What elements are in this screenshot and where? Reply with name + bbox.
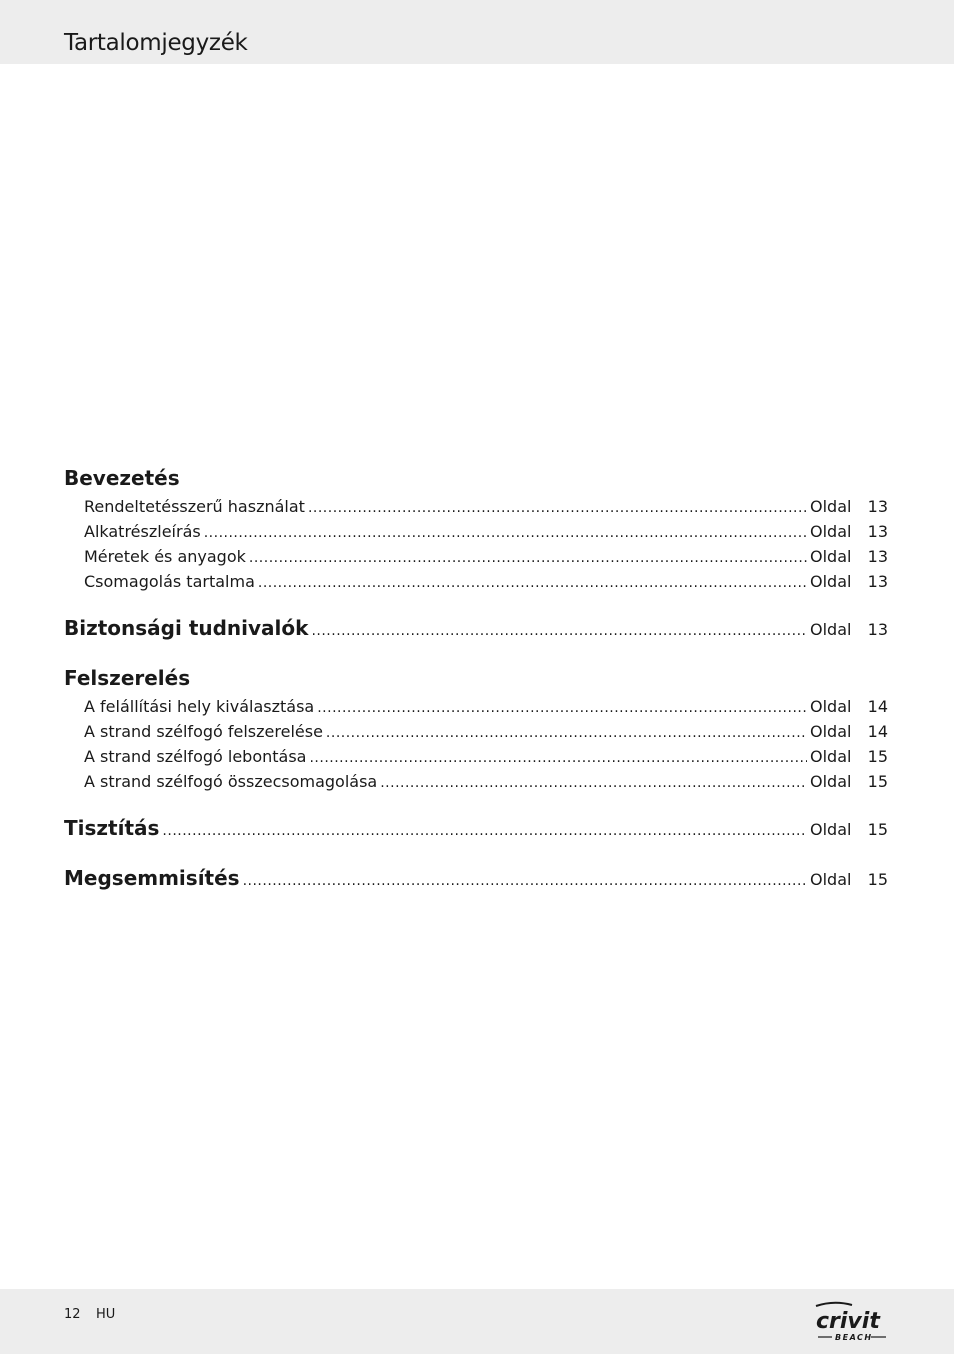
- entry-label: Tisztítás: [64, 816, 160, 840]
- toc-entry[interactable]: [64, 694, 888, 719]
- footer-band: [0, 1289, 954, 1354]
- page-word: Oldal: [810, 722, 852, 741]
- page-number: 13: [867, 497, 888, 516]
- page-number: 13: [867, 572, 888, 591]
- entry-label: Rendeltetésszerű használat: [84, 497, 305, 516]
- page-word: Oldal: [810, 497, 852, 516]
- page-word: Oldal: [810, 572, 852, 591]
- toc-heading-entry-biztonsagi[interactable]: [64, 612, 888, 644]
- entry-label: A felállítási hely kiválasztása: [84, 697, 315, 716]
- entry-label: A strand szélfogó lebontása: [84, 747, 307, 766]
- page-word: Oldal: [810, 620, 852, 639]
- leader-dots: [243, 865, 807, 897]
- page-number: 14: [867, 697, 888, 716]
- entry-label: Alkatrészleírás: [84, 522, 201, 541]
- entry-label: A strand szélfogó összecsomagolása: [84, 772, 378, 791]
- page-number: 15: [867, 772, 888, 791]
- page-word: Oldal: [810, 547, 852, 566]
- leader-dots: [309, 746, 807, 771]
- section-title: Felszerelés: [64, 666, 191, 690]
- leader-dots: [162, 815, 807, 847]
- entry-label: Méretek és anyagok: [84, 547, 246, 566]
- page-word: Oldal: [810, 747, 852, 766]
- toc-entry[interactable]: [64, 494, 888, 519]
- logo-wordmark: crivit: [816, 1309, 880, 1334]
- toc-entry[interactable]: [64, 544, 888, 569]
- leader-dots: [317, 696, 807, 721]
- toc-section-felszereles: [64, 662, 888, 794]
- section-title: Bevezetés: [64, 466, 180, 490]
- leader-dots: [258, 571, 807, 596]
- page-number: 15: [867, 870, 888, 889]
- leader-dots: [326, 721, 807, 746]
- page-number: 15: [867, 747, 888, 766]
- toc-section-bevezetes: [64, 462, 888, 594]
- table-of-contents: [64, 462, 888, 894]
- page-number: 13: [867, 547, 888, 566]
- toc-entry[interactable]: [64, 769, 888, 794]
- entry-label: A strand szélfogó felszerelése: [84, 722, 323, 741]
- page-number: 15: [867, 820, 888, 839]
- leader-dots: [204, 521, 807, 546]
- toc-heading-entry-megsemmisites[interactable]: [64, 862, 888, 894]
- logo-subtext: BEACH: [835, 1333, 873, 1342]
- footer-page-number: 12: [64, 1307, 81, 1322]
- toc-entry[interactable]: [64, 719, 888, 744]
- toc-entry[interactable]: [64, 744, 888, 769]
- page-number: 14: [867, 722, 888, 741]
- leader-dots: [311, 615, 807, 647]
- entry-label: Csomagolás tartalma: [84, 572, 255, 591]
- page-number: 13: [867, 522, 888, 541]
- page-word: Oldal: [810, 697, 852, 716]
- leader-dots: [380, 771, 807, 796]
- leader-dots: [308, 496, 807, 521]
- footer-language: HU: [96, 1307, 116, 1322]
- page-word: Oldal: [810, 820, 852, 839]
- crivit-beach-logo: [814, 1300, 890, 1344]
- entry-label: Biztonsági tudnivalók: [64, 616, 309, 640]
- toc-entry[interactable]: [64, 519, 888, 544]
- page-word: Oldal: [810, 870, 852, 889]
- toc-entry[interactable]: [64, 569, 888, 594]
- page-word: Oldal: [810, 522, 852, 541]
- page-title: Tartalomjegyzék: [64, 30, 248, 56]
- page-word: Oldal: [810, 772, 852, 791]
- leader-dots: [249, 546, 807, 571]
- entry-label: Megsemmisítés: [64, 866, 240, 890]
- page-number: 13: [867, 620, 888, 639]
- toc-heading-entry-tisztitas[interactable]: [64, 812, 888, 844]
